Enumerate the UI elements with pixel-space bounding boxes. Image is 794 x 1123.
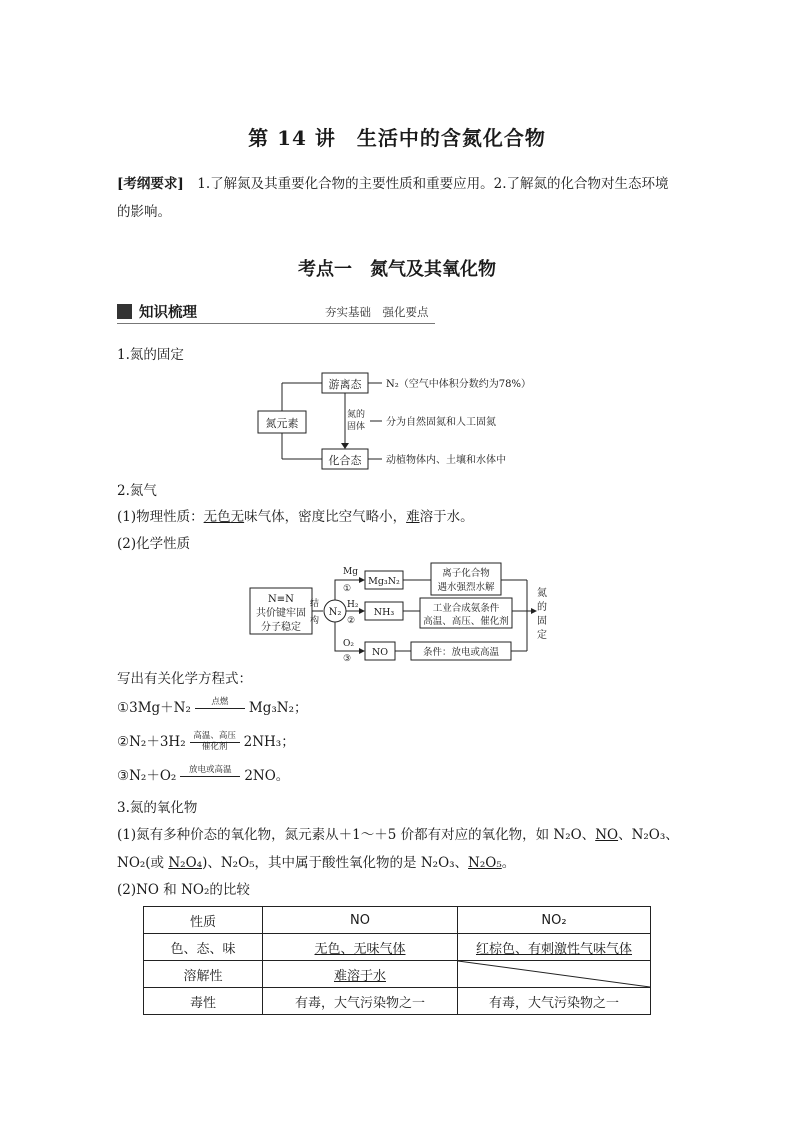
equation-intro: 写出有关化学方程式： [117,671,252,687]
s2-heading: 2.氮气 [117,483,157,499]
requirements-text: 1.了解氮及其重要化合物的主要性质和重要应用。2.了解氮的化合物对生态环境的影响。 [117,176,669,220]
s3-heading: 3.氮的氧化物 [117,800,198,816]
molecule-stable-label: 分子稳定 [261,622,301,633]
eq2-arrow [190,732,240,752]
structure-char-1: 结 [310,599,320,609]
table-row [144,934,651,961]
fixation-label-2: 固体 [347,422,366,432]
free-state-label: 游离态 [328,378,362,391]
oxides-paragraph-line2 [117,853,515,873]
eq2-left: ②N₂＋3H₂ [117,734,186,750]
equation-2 [117,732,295,752]
s1-heading: 1.氮的固定 [117,347,184,363]
eq3-arrow [180,766,240,786]
eq2-condition-bottom: 催化剂 [201,742,228,752]
nitrogen-element-label: 氮元素 [265,417,299,430]
fixation-label-1: 氮的 [347,410,366,420]
fixation-char-4: 定 [537,630,547,641]
section-divider [117,323,435,324]
section-subtitle: 夯实基础 强化要点 [325,305,429,319]
reaction-num-2: ② [347,616,356,626]
table-cell: 无色、无味气体 [263,934,458,961]
table-cell: 色、态、味 [144,934,263,961]
comparison-heading: (2)NO 和 NO₂的比较 [117,882,250,898]
table-cell: 有毒，大气污染物之一 [458,988,651,1015]
diagonal-line [458,961,650,987]
fixation-char-2: 的 [537,602,547,613]
fixation-char-1: 氮 [537,588,547,599]
oxides-text-2a: NO₂(或 [117,855,169,871]
kaodian-title: 考点一 氮气及其氧化物 [298,259,496,280]
reagent-mg: Mg [343,567,358,577]
table-row [144,961,651,988]
table-header: 性质 [144,907,263,934]
note-condition: 条件：放电或高温 [422,647,500,658]
no-no2-comparison-table [143,906,651,1015]
lecture-title: 第 14 讲 生活中的含氮化合物 [248,126,546,150]
section-header [117,300,435,326]
oxide-n2o4: N₂O₄ [168,855,203,871]
physical-prefix: (1)物理性质： [117,509,204,525]
oxide-no: NO [595,827,619,843]
product-nh3: NH₃ [373,607,395,618]
table-cell: 难溶于水 [263,961,458,988]
oxides-text-1-end: 、N₂O₃、 [618,827,679,843]
note-industrial-2: 高温、高压、催化剂 [423,616,509,627]
eq1-arrow [195,698,245,718]
table-header: NO [263,907,458,934]
table-row [144,988,651,1015]
table-cell: 溶解性 [144,961,263,988]
table-cell: 红棕色、有刺激性气味气体 [458,934,651,961]
table-header: NO₂ [458,907,651,934]
equation-3 [117,766,289,786]
oxides-text-1: (1)氮有多种价态的氧化物，氮元素从＋1～＋5 价都有对应的氧化物，如 N₂O、 [117,827,596,843]
structure-char-2: 构 [310,616,320,626]
fixation-desc: 分为自然固氮和人工固氮 [386,417,496,428]
physical-insoluble: 难 [406,509,420,525]
fixation-char-3: 固 [537,616,547,627]
table-cell: 毒性 [144,988,263,1015]
reagent-h2: H₂ [347,600,359,610]
syllabus-requirements [117,170,682,226]
eq1-left: ①3Mg＋N₂ [117,700,191,716]
physical-colorless: 无色 [203,509,231,525]
eq1-condition: 点燃 [211,697,229,707]
nitrogen-fixation-diagram [250,370,550,475]
combined-state-desc: 动植物体内、土壤和水体中 [386,455,506,466]
down-arrow-icon [341,443,349,449]
section-square-icon [117,304,132,319]
arrow-right-icon [359,648,365,654]
eq2-condition-top: 高温、高压 [193,731,236,741]
reaction-num-1: ① [343,584,352,594]
equation-1 [117,698,308,718]
physical-end: 溶于水。 [419,509,474,525]
n2-label: N₂ [328,607,342,618]
physical-density: 味气体，密度比空气略小， [244,509,407,525]
table-cell: 有毒，大气污染物之一 [263,988,458,1015]
chemical-properties-diagram [245,560,555,665]
oxides-paragraph-line1 [117,825,679,845]
physical-properties [117,507,474,527]
note-ionic-1: 离子化合物 [442,568,490,579]
section-label: 知识梳理 [139,305,197,321]
oxide-n2o5: N₂O₅ [468,855,502,871]
bond-strong-label: 共价键牢固 [256,608,306,619]
eq3-left: ③N₂＋O₂ [117,768,177,784]
eq3-condition: 放电或高温 [189,765,232,775]
note-industrial-1: 工业合成氨条件 [432,603,500,614]
arrow-right-icon [359,577,365,583]
eq1-right: Mg₃N₂； [248,700,308,716]
arrow-right-icon [359,608,365,614]
free-state-desc: N₂（空气中体积分数约为78%） [386,379,531,390]
reaction-num-3: ③ [343,654,352,664]
chemical-properties-heading: (2)化学性质 [117,536,191,552]
eq3-right: 2NO。 [244,768,290,784]
table-cell-diagonal [458,961,651,988]
eq2-right: 2NH₃； [243,734,295,750]
product-no: NO [371,647,389,658]
note-ionic-2: 遇水强烈水解 [437,582,495,593]
oxides-text-2c: 。 [501,855,516,871]
oxides-text-2b: )、N₂O₅，其中属于酸性氧化物的是 N₂O₃、 [202,855,469,871]
triple-bond-label: N≡N [268,594,294,605]
physical-odorless: 无 [230,509,245,525]
reagent-o2: O₂ [343,639,354,649]
table-header-row [144,907,651,934]
product-mg3n2: Mg₃N₂ [368,576,400,587]
requirements-tag: [考纲要求] [117,176,184,192]
combined-state-label: 化合态 [328,454,362,467]
